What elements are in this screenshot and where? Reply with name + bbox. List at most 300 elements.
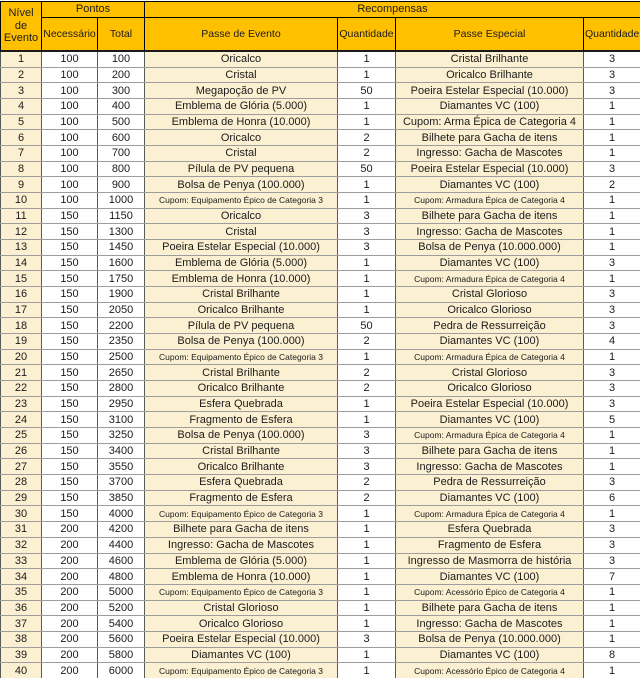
special-pass-item-cell: Cupom: Acessório Épico de Categoria 4 (396, 663, 584, 678)
points-required-cell: 150 (42, 302, 98, 318)
special-pass-item-cell: Cupom: Armadura Épica de Categoria 4 (396, 271, 584, 287)
event-level-cell: 16 (1, 287, 42, 303)
points-total-cell: 5200 (98, 600, 145, 616)
table-row (1, 99, 640, 115)
event-pass-quantity-cell: 1 (338, 255, 396, 271)
event-pass-quantity-cell: 1 (338, 287, 396, 303)
header-points-total: Total (98, 18, 145, 52)
points-required-cell: 100 (42, 161, 98, 177)
points-total-cell: 5600 (98, 631, 145, 647)
special-pass-item-cell: Fragmento de Esfera (396, 537, 584, 553)
points-required-cell: 200 (42, 584, 98, 600)
special-pass-quantity-cell: 3 (584, 381, 640, 397)
event-level-cell: 33 (1, 553, 42, 569)
special-pass-quantity-cell: 3 (584, 537, 640, 553)
table-row (1, 302, 640, 318)
special-pass-quantity-cell: 3 (584, 522, 640, 538)
special-pass-item-cell: Ingresso: Gacha de Mascotes (396, 146, 584, 162)
event-pass-quantity-cell: 3 (338, 631, 396, 647)
event-level-cell: 25 (1, 428, 42, 444)
table-row (1, 334, 640, 350)
table-header (1, 2, 640, 52)
event-pass-item-cell: Cupom: Equipamento Épico de Categoria 3 (145, 584, 338, 600)
points-required-cell: 150 (42, 334, 98, 350)
event-level-cell: 18 (1, 318, 42, 334)
event-pass-quantity-cell: 3 (338, 459, 396, 475)
points-total-cell: 3100 (98, 412, 145, 428)
table-row (1, 428, 640, 444)
event-level-cell: 31 (1, 522, 42, 538)
event-level-cell: 27 (1, 459, 42, 475)
points-total-cell: 4800 (98, 569, 145, 585)
points-required-cell: 100 (42, 67, 98, 83)
points-total-cell: 800 (98, 161, 145, 177)
special-pass-item-cell: Cristal Glorioso (396, 365, 584, 381)
special-pass-quantity-cell: 3 (584, 255, 640, 271)
points-total-cell: 4000 (98, 506, 145, 522)
points-required-cell: 100 (42, 146, 98, 162)
points-required-cell: 100 (42, 193, 98, 209)
special-pass-quantity-cell: 3 (584, 365, 640, 381)
special-pass-item-cell: Ingresso de Masmorra de história (396, 553, 584, 569)
event-pass-item-cell: Fragmento de Esfera (145, 490, 338, 506)
event-pass-item-cell: Emblema de Honra (10.000) (145, 271, 338, 287)
event-pass-quantity-cell: 3 (338, 208, 396, 224)
event-level-cell: 15 (1, 271, 42, 287)
points-required-cell: 150 (42, 240, 98, 256)
event-pass-item-cell: Cupom: Equipamento Épico de Categoria 3 (145, 506, 338, 522)
points-required-cell: 150 (42, 381, 98, 397)
event-level-cell: 3 (1, 83, 42, 99)
special-pass-item-cell: Bolsa de Penya (10.000.000) (396, 631, 584, 647)
points-required-cell: 100 (42, 83, 98, 99)
special-pass-item-cell: Bilhete para Gacha de itens (396, 130, 584, 146)
event-pass-item-cell: Emblema de Glória (5.000) (145, 99, 338, 115)
event-level-cell: 14 (1, 255, 42, 271)
special-pass-quantity-cell: 1 (584, 506, 640, 522)
special-pass-item-cell: Oricalco Brilhante (396, 67, 584, 83)
event-level-cell: 10 (1, 193, 42, 209)
special-pass-quantity-cell: 6 (584, 490, 640, 506)
event-pass-quantity-cell: 1 (338, 522, 396, 538)
event-pass-quantity-cell: 1 (338, 193, 396, 209)
points-total-cell: 2350 (98, 334, 145, 350)
event-level-cell: 19 (1, 334, 42, 350)
special-pass-item-cell: Diamantes VC (100) (396, 334, 584, 350)
event-level-cell: 12 (1, 224, 42, 240)
special-pass-quantity-cell: 1 (584, 99, 640, 115)
event-pass-quantity-cell: 2 (338, 130, 396, 146)
special-pass-quantity-cell: 1 (584, 663, 640, 678)
special-pass-quantity-cell: 3 (584, 83, 640, 99)
points-required-cell: 100 (42, 177, 98, 193)
event-pass-quantity-cell: 1 (338, 616, 396, 632)
header-rewards-group: Recompensas (145, 2, 640, 18)
points-total-cell: 600 (98, 130, 145, 146)
event-level-cell: 35 (1, 584, 42, 600)
points-required-cell: 150 (42, 287, 98, 303)
points-total-cell: 6000 (98, 663, 145, 678)
event-pass-item-cell: Cristal Brilhante (145, 365, 338, 381)
event-pass-item-cell: Emblema de Honra (10.000) (145, 569, 338, 585)
points-total-cell: 1150 (98, 208, 145, 224)
special-pass-quantity-cell: 7 (584, 569, 640, 585)
table-row (1, 506, 640, 522)
event-pass-quantity-cell: 1 (338, 600, 396, 616)
event-level-cell: 5 (1, 114, 42, 130)
event-pass-quantity-cell: 2 (338, 365, 396, 381)
event-level-cell: 8 (1, 161, 42, 177)
event-pass-item-cell: Cristal (145, 224, 338, 240)
special-pass-quantity-cell: 3 (584, 302, 640, 318)
points-required-cell: 150 (42, 412, 98, 428)
table-row (1, 130, 640, 146)
points-required-cell: 150 (42, 475, 98, 491)
event-pass-quantity-cell: 2 (338, 146, 396, 162)
points-required-cell: 200 (42, 663, 98, 678)
event-pass-quantity-cell: 50 (338, 161, 396, 177)
special-pass-quantity-cell: 1 (584, 224, 640, 240)
points-required-cell: 150 (42, 208, 98, 224)
event-pass-quantity-cell: 1 (338, 553, 396, 569)
event-level-cell: 17 (1, 302, 42, 318)
special-pass-item-cell: Bolsa de Penya (10.000.000) (396, 240, 584, 256)
event-pass-quantity-cell: 3 (338, 240, 396, 256)
points-total-cell: 4400 (98, 537, 145, 553)
table-row (1, 287, 640, 303)
table-row (1, 365, 640, 381)
event-pass-item-cell: Cristal Brilhante (145, 287, 338, 303)
event-pass-quantity-cell: 1 (338, 67, 396, 83)
points-total-cell: 2050 (98, 302, 145, 318)
special-pass-quantity-cell: 3 (584, 287, 640, 303)
special-pass-quantity-cell: 1 (584, 459, 640, 475)
special-pass-item-cell: Diamantes VC (100) (396, 99, 584, 115)
event-level-cell: 28 (1, 475, 42, 491)
event-pass-item-cell: Diamantes VC (100) (145, 647, 338, 663)
event-pass-item-cell: Esfera Quebrada (145, 475, 338, 491)
points-required-cell: 150 (42, 349, 98, 365)
special-pass-item-cell: Ingresso: Gacha de Mascotes (396, 224, 584, 240)
event-pass-quantity-cell: 2 (338, 381, 396, 397)
table-row (1, 146, 640, 162)
event-pass-item-cell: Bolsa de Penya (100.000) (145, 428, 338, 444)
special-pass-item-cell: Diamantes VC (100) (396, 647, 584, 663)
event-pass-quantity-cell: 1 (338, 584, 396, 600)
header-event-pass-quantity: Quantidade (338, 18, 396, 52)
header-event-level: Nível de Evento (1, 2, 42, 52)
event-pass-quantity-cell: 1 (338, 663, 396, 678)
event-pass-item-cell: Pílula de PV pequena (145, 161, 338, 177)
points-required-cell: 150 (42, 459, 98, 475)
event-pass-item-cell: Poeira Estelar Especial (10.000) (145, 240, 338, 256)
event-pass-rewards-table (0, 1, 640, 678)
special-pass-quantity-cell: 5 (584, 412, 640, 428)
special-pass-quantity-cell: 1 (584, 193, 640, 209)
special-pass-quantity-cell: 3 (584, 396, 640, 412)
event-pass-item-cell: Oricalco Brilhante (145, 459, 338, 475)
table-row (1, 522, 640, 538)
special-pass-item-cell: Poeira Estelar Especial (10.000) (396, 396, 584, 412)
special-pass-quantity-cell: 3 (584, 51, 640, 67)
event-level-cell: 37 (1, 616, 42, 632)
table-row (1, 490, 640, 506)
event-pass-item-cell: Cupom: Equipamento Épico de Categoria 3 (145, 193, 338, 209)
event-pass-item-cell: Megapoção de PV (145, 83, 338, 99)
points-total-cell: 4200 (98, 522, 145, 538)
table-row (1, 631, 640, 647)
special-pass-item-cell: Diamantes VC (100) (396, 177, 584, 193)
event-pass-item-cell: Cristal (145, 146, 338, 162)
points-total-cell: 1750 (98, 271, 145, 287)
points-required-cell: 200 (42, 569, 98, 585)
special-pass-item-cell: Bilhete para Gacha de itens (396, 600, 584, 616)
points-required-cell: 150 (42, 396, 98, 412)
points-required-cell: 150 (42, 443, 98, 459)
table-row (1, 475, 640, 491)
event-pass-quantity-cell: 1 (338, 271, 396, 287)
table-row (1, 67, 640, 83)
table-row (1, 177, 640, 193)
special-pass-quantity-cell: 2 (584, 177, 640, 193)
event-pass-quantity-cell: 1 (338, 569, 396, 585)
points-total-cell: 200 (98, 67, 145, 83)
event-level-cell: 40 (1, 663, 42, 678)
event-level-cell: 39 (1, 647, 42, 663)
table-row (1, 161, 640, 177)
points-total-cell: 3850 (98, 490, 145, 506)
event-pass-item-cell: Cristal Brilhante (145, 443, 338, 459)
event-pass-quantity-cell: 1 (338, 412, 396, 428)
event-level-cell: 23 (1, 396, 42, 412)
points-required-cell: 150 (42, 506, 98, 522)
event-level-cell: 30 (1, 506, 42, 522)
points-total-cell: 1300 (98, 224, 145, 240)
event-pass-item-cell: Oricalco Brilhante (145, 302, 338, 318)
header-points-required: Necessário (42, 18, 98, 52)
special-pass-item-cell: Cupom: Arma Épica de Categoria 4 (396, 114, 584, 130)
special-pass-item-cell: Diamantes VC (100) (396, 412, 584, 428)
event-pass-item-cell: Oricalco Brilhante (145, 381, 338, 397)
points-total-cell: 2950 (98, 396, 145, 412)
table-row (1, 537, 640, 553)
points-required-cell: 150 (42, 490, 98, 506)
table-row (1, 600, 640, 616)
special-pass-item-cell: Cristal Brilhante (396, 51, 584, 67)
event-pass-item-cell: Cristal Glorioso (145, 600, 338, 616)
table-row (1, 616, 640, 632)
points-required-cell: 200 (42, 616, 98, 632)
points-required-cell: 100 (42, 51, 98, 67)
event-pass-quantity-cell: 3 (338, 224, 396, 240)
table-row (1, 83, 640, 99)
points-total-cell: 2650 (98, 365, 145, 381)
table-row (1, 114, 640, 130)
event-level-cell: 21 (1, 365, 42, 381)
event-pass-item-cell: Poeira Estelar Especial (10.000) (145, 631, 338, 647)
table-row (1, 569, 640, 585)
event-level-cell: 32 (1, 537, 42, 553)
points-total-cell: 1000 (98, 193, 145, 209)
special-pass-quantity-cell: 1 (584, 271, 640, 287)
event-level-cell: 26 (1, 443, 42, 459)
table-row (1, 240, 640, 256)
event-pass-quantity-cell: 1 (338, 302, 396, 318)
special-pass-quantity-cell: 1 (584, 428, 640, 444)
points-total-cell: 1900 (98, 287, 145, 303)
event-level-cell: 24 (1, 412, 42, 428)
points-required-cell: 200 (42, 647, 98, 663)
table-row (1, 193, 640, 209)
points-total-cell: 1450 (98, 240, 145, 256)
event-level-cell: 4 (1, 99, 42, 115)
special-pass-item-cell: Cristal Glorioso (396, 287, 584, 303)
points-total-cell: 2500 (98, 349, 145, 365)
special-pass-item-cell: Diamantes VC (100) (396, 490, 584, 506)
table-row (1, 224, 640, 240)
special-pass-item-cell: Cupom: Acessório Épico de Categoria 4 (396, 584, 584, 600)
points-total-cell: 700 (98, 146, 145, 162)
points-required-cell: 100 (42, 99, 98, 115)
special-pass-quantity-cell: 1 (584, 146, 640, 162)
table-row (1, 208, 640, 224)
event-pass-quantity-cell: 1 (338, 177, 396, 193)
table-body (1, 51, 640, 678)
event-level-cell: 7 (1, 146, 42, 162)
special-pass-quantity-cell: 1 (584, 616, 640, 632)
event-pass-item-cell: Cupom: Equipamento Épico de Categoria 3 (145, 663, 338, 678)
event-pass-item-cell: Ingresso: Gacha de Mascotes (145, 537, 338, 553)
event-pass-item-cell: Bolsa de Penya (100.000) (145, 334, 338, 350)
event-pass-item-cell: Fragmento de Esfera (145, 412, 338, 428)
points-total-cell: 3700 (98, 475, 145, 491)
table-row (1, 51, 640, 67)
event-pass-quantity-cell: 50 (338, 83, 396, 99)
table-row (1, 553, 640, 569)
event-pass-quantity-cell: 1 (338, 506, 396, 522)
special-pass-item-cell: Oricalco Glorioso (396, 381, 584, 397)
event-pass-item-cell: Bolsa de Penya (100.000) (145, 177, 338, 193)
points-required-cell: 150 (42, 271, 98, 287)
event-pass-item-cell: Emblema de Glória (5.000) (145, 255, 338, 271)
special-pass-quantity-cell: 3 (584, 553, 640, 569)
event-level-cell: 29 (1, 490, 42, 506)
special-pass-item-cell: Poeira Estelar Especial (10.000) (396, 161, 584, 177)
special-pass-quantity-cell: 3 (584, 67, 640, 83)
special-pass-item-cell: Bilhete para Gacha de itens (396, 443, 584, 459)
event-pass-quantity-cell: 2 (338, 475, 396, 491)
special-pass-quantity-cell: 1 (584, 631, 640, 647)
points-required-cell: 200 (42, 600, 98, 616)
event-level-cell: 36 (1, 600, 42, 616)
event-level-cell: 34 (1, 569, 42, 585)
special-pass-item-cell: Esfera Quebrada (396, 522, 584, 538)
points-total-cell: 500 (98, 114, 145, 130)
special-pass-quantity-cell: 3 (584, 318, 640, 334)
points-total-cell: 3550 (98, 459, 145, 475)
special-pass-quantity-cell: 1 (584, 130, 640, 146)
special-pass-item-cell: Pedra de Ressurreição (396, 318, 584, 334)
table-row (1, 443, 640, 459)
points-required-cell: 200 (42, 537, 98, 553)
event-pass-item-cell: Emblema de Honra (10.000) (145, 114, 338, 130)
event-pass-item-cell: Cupom: Equipamento Épico de Categoria 3 (145, 349, 338, 365)
event-pass-quantity-cell: 1 (338, 396, 396, 412)
table-row (1, 318, 640, 334)
special-pass-quantity-cell: 3 (584, 475, 640, 491)
points-required-cell: 100 (42, 130, 98, 146)
event-pass-item-cell: Emblema de Glória (5.000) (145, 553, 338, 569)
event-pass-quantity-cell: 1 (338, 114, 396, 130)
special-pass-item-cell: Pedra de Ressurreição (396, 475, 584, 491)
points-total-cell: 5000 (98, 584, 145, 600)
special-pass-item-cell: Poeira Estelar Especial (10.000) (396, 83, 584, 99)
event-pass-quantity-cell: 1 (338, 537, 396, 553)
special-pass-item-cell: Ingresso: Gacha de Mascotes (396, 616, 584, 632)
event-pass-quantity-cell: 2 (338, 490, 396, 506)
points-total-cell: 1600 (98, 255, 145, 271)
special-pass-quantity-cell: 3 (584, 161, 640, 177)
points-required-cell: 200 (42, 631, 98, 647)
special-pass-quantity-cell: 1 (584, 208, 640, 224)
event-pass-quantity-cell: 1 (338, 349, 396, 365)
special-pass-item-cell: Cupom: Armadura Épica de Categoria 4 (396, 506, 584, 522)
points-total-cell: 100 (98, 51, 145, 67)
points-required-cell: 150 (42, 428, 98, 444)
special-pass-item-cell: Diamantes VC (100) (396, 255, 584, 271)
points-required-cell: 200 (42, 553, 98, 569)
event-pass-item-cell: Bilhete para Gacha de itens (145, 522, 338, 538)
event-pass-item-cell: Esfera Quebrada (145, 396, 338, 412)
table-row (1, 412, 640, 428)
special-pass-quantity-cell: 1 (584, 349, 640, 365)
table-row (1, 459, 640, 475)
points-required-cell: 200 (42, 522, 98, 538)
special-pass-item-cell: Cupom: Armadura Épica de Categoria 4 (396, 428, 584, 444)
event-pass-quantity-cell: 50 (338, 318, 396, 334)
event-pass-item-cell: Pílula de PV pequena (145, 318, 338, 334)
points-required-cell: 150 (42, 365, 98, 381)
table-row (1, 584, 640, 600)
event-level-cell: 22 (1, 381, 42, 397)
points-total-cell: 3400 (98, 443, 145, 459)
points-total-cell: 900 (98, 177, 145, 193)
special-pass-item-cell: Cupom: Armadura Épica de Categoria 4 (396, 193, 584, 209)
event-level-cell: 11 (1, 208, 42, 224)
table-row (1, 663, 640, 678)
points-total-cell: 300 (98, 83, 145, 99)
table-row (1, 349, 640, 365)
points-total-cell: 4600 (98, 553, 145, 569)
event-pass-quantity-cell: 2 (338, 334, 396, 350)
header-points-group: Pontos (42, 2, 145, 18)
points-required-cell: 150 (42, 224, 98, 240)
event-pass-item-cell: Oricalco (145, 208, 338, 224)
header-event-pass: Passe de Evento (145, 18, 338, 52)
event-pass-item-cell: Oricalco (145, 51, 338, 67)
event-level-cell: 38 (1, 631, 42, 647)
points-required-cell: 100 (42, 114, 98, 130)
table-row (1, 381, 640, 397)
points-total-cell: 5400 (98, 616, 145, 632)
header-columns-row (1, 18, 640, 52)
special-pass-quantity-cell: 4 (584, 334, 640, 350)
special-pass-item-cell: Ingresso: Gacha de Mascotes (396, 459, 584, 475)
table-row (1, 396, 640, 412)
points-total-cell: 5800 (98, 647, 145, 663)
points-total-cell: 2200 (98, 318, 145, 334)
event-level-cell: 1 (1, 51, 42, 67)
